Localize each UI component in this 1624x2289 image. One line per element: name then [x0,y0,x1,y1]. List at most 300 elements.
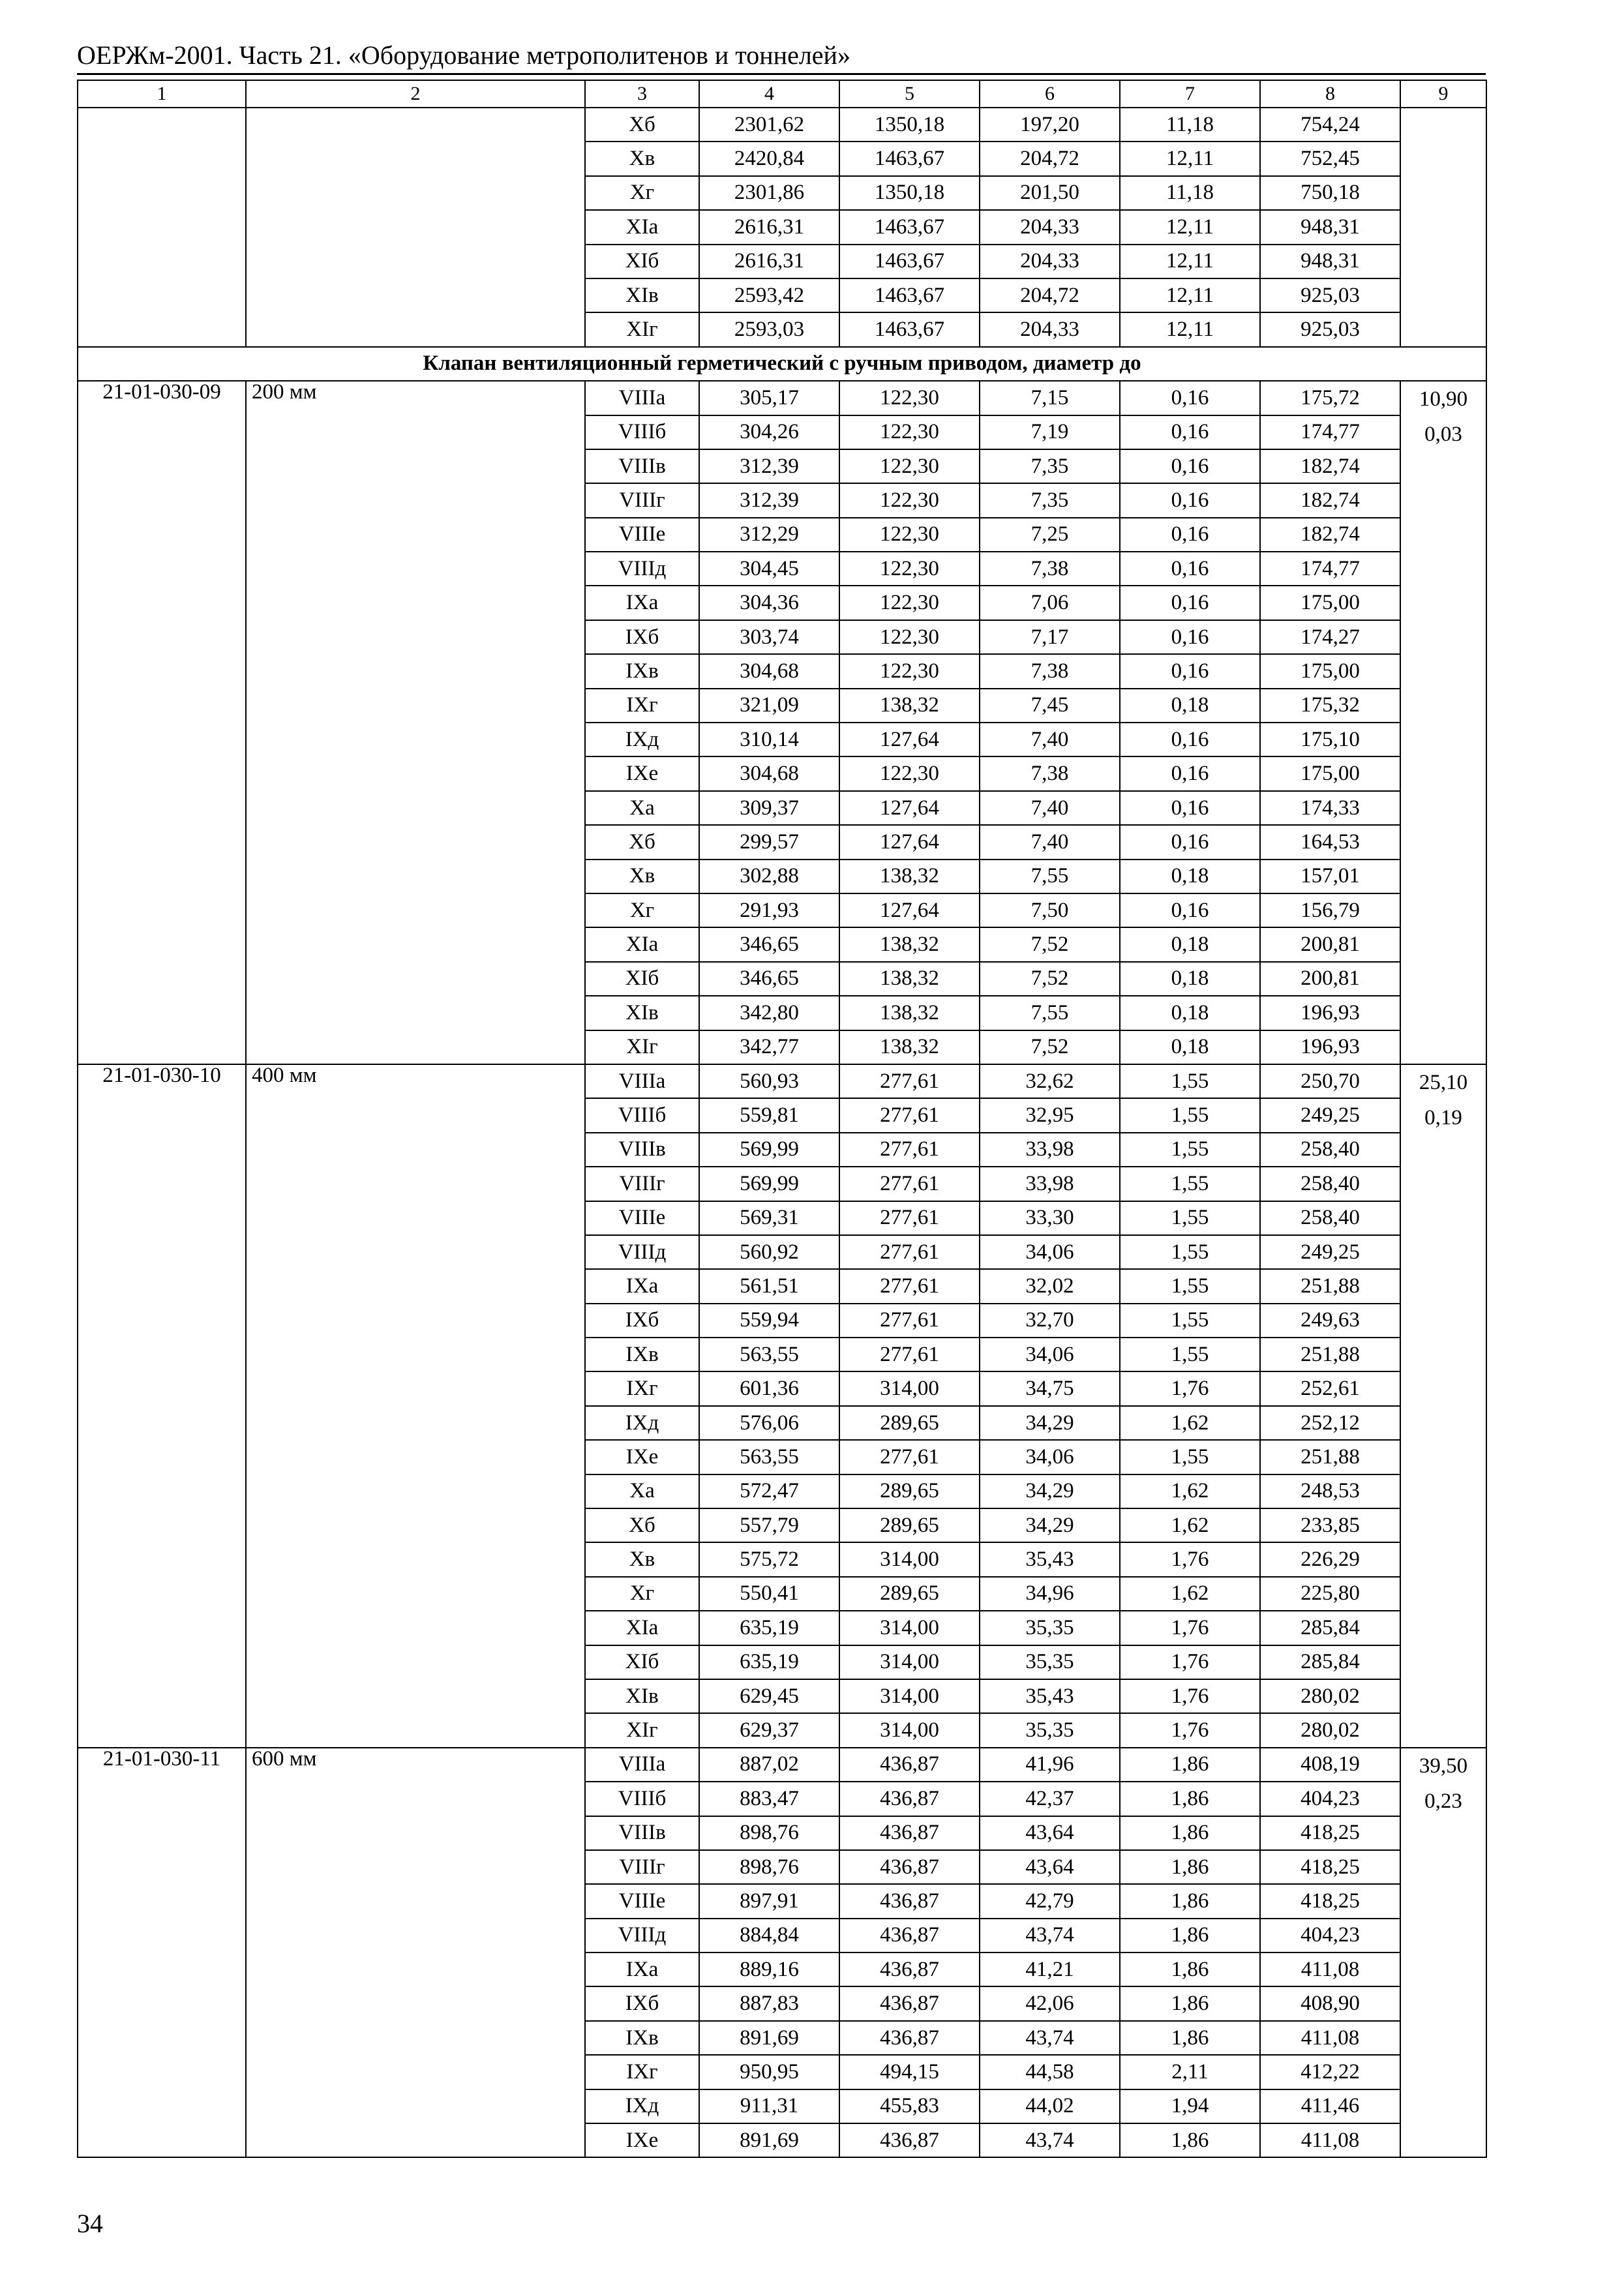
value-cell: 2616,31 [699,245,839,278]
value-cell: 314,00 [839,1542,980,1576]
value-cell: 182,74 [1260,449,1400,483]
value-cell: 12,11 [1120,278,1260,312]
value-cell: 43,74 [980,1919,1120,1952]
value-cell: 436,87 [839,1952,980,1986]
value-cell: 550,41 [699,1577,839,1611]
value-cell: 7,40 [980,825,1120,859]
value-cell: 258,40 [1260,1201,1400,1235]
value-cell: 342,77 [699,1030,839,1064]
zone-cell: VIIIе [585,1884,699,1918]
value-cell: 309,37 [699,791,839,825]
value-cell: 302,88 [699,860,839,893]
value-cell: 7,38 [980,552,1120,586]
value-cell: 122,30 [839,552,980,586]
value-cell: 884,84 [699,1919,839,1952]
value-cell: 42,37 [980,1782,1120,1816]
value-cell: 346,65 [699,962,839,996]
zone-cell: IХб [585,1304,699,1338]
value-cell: 204,72 [980,278,1120,312]
value-cell: 883,47 [699,1782,839,1816]
value-cell: 305,17 [699,381,839,415]
value-cell: 127,64 [839,791,980,825]
zone-cell: VIIIа [585,381,699,415]
value-cell: 277,61 [839,1167,980,1201]
value-cell: 122,30 [839,586,980,620]
value-cell: 138,32 [839,962,980,996]
zone-cell: IХв [585,654,699,688]
value-cell: 321,09 [699,689,839,723]
zone-cell: IХе [585,2123,699,2157]
zone-cell: VIIIд [585,1235,699,1269]
zone-cell: IХд [585,2089,699,2123]
value-cell: 0,16 [1120,381,1260,415]
value-cell: 1,55 [1120,1064,1260,1098]
value-cell: 277,61 [839,1098,980,1132]
value-cell: 1,55 [1120,1201,1260,1235]
value-cell: 404,23 [1260,1782,1400,1816]
value-cell: 175,32 [1260,689,1400,723]
value-cell: 251,88 [1260,1269,1400,1303]
value-cell: 0,18 [1120,860,1260,893]
value-cell: 752,45 [1260,142,1400,175]
zone-cell: ХIв [585,278,699,312]
value-cell: 127,64 [839,893,980,927]
value-cell: 2420,84 [699,142,839,175]
value-cell: 175,00 [1260,586,1400,620]
value-cell: 1,94 [1120,2089,1260,2123]
value-cell: 35,43 [980,1679,1120,1713]
value-cell: 411,46 [1260,2089,1400,2123]
value-cell: 0,18 [1120,996,1260,1030]
value-cell: 196,93 [1260,996,1400,1030]
value-cell: 436,87 [839,1986,980,2020]
value-cell: 7,35 [980,449,1120,483]
column-number: 5 [839,80,980,108]
item-extra [1400,1748,1486,2158]
value-cell: 122,30 [839,620,980,654]
value-cell: 418,25 [1260,1816,1400,1850]
value-cell: 277,61 [839,1133,980,1167]
value-cell: 2,11 [1120,2055,1260,2089]
value-cell: 898,76 [699,1816,839,1850]
table-row [78,381,1486,415]
value-cell: 411,08 [1260,2021,1400,2055]
value-cell: 249,63 [1260,1304,1400,1338]
value-cell: 1,76 [1120,1713,1260,1747]
value-cell: 635,19 [699,1645,839,1679]
price-table [77,80,1487,2158]
column-number: 8 [1260,80,1400,108]
value-cell: 7,35 [980,483,1120,517]
value-cell: 1,55 [1120,1269,1260,1303]
value-cell: 1,55 [1120,1440,1260,1474]
value-cell: 1,62 [1120,1474,1260,1508]
value-cell: 1463,67 [839,278,980,312]
value-cell: 122,30 [839,415,980,449]
value-cell: 127,64 [839,723,980,756]
value-cell: 200,81 [1260,962,1400,996]
value-cell: 1,62 [1120,1508,1260,1542]
name-cell [246,108,585,347]
value-cell: 948,31 [1260,210,1400,244]
value-cell: 1,55 [1120,1098,1260,1132]
zone-cell: ХIв [585,1679,699,1713]
value-cell: 277,61 [839,1338,980,1371]
value-cell: 750,18 [1260,176,1400,210]
value-cell: 42,79 [980,1884,1120,1918]
value-cell: 2616,31 [699,210,839,244]
value-cell: 182,74 [1260,518,1400,552]
item-name: 200 мм [246,381,585,1064]
value-cell: 299,57 [699,825,839,859]
zone-cell: Хв [585,142,699,175]
value-cell: 1,62 [1120,1406,1260,1440]
value-cell: 572,47 [699,1474,839,1508]
table-row [78,1064,1486,1098]
zone-cell: IХа [585,1952,699,1986]
value-cell: 404,23 [1260,1919,1400,1952]
value-cell: 204,33 [980,210,1120,244]
column-number: 6 [980,80,1120,108]
value-cell: 0,18 [1120,962,1260,996]
value-cell: 629,37 [699,1713,839,1747]
zone-cell: IХб [585,620,699,654]
value-cell: 436,87 [839,1919,980,1952]
value-cell: 0,16 [1120,552,1260,586]
value-cell: 174,77 [1260,552,1400,586]
value-cell: 1,86 [1120,1884,1260,1918]
value-cell: 7,19 [980,415,1120,449]
zone-cell: IХв [585,1338,699,1371]
value-cell: 233,85 [1260,1508,1400,1542]
value-cell: 7,38 [980,756,1120,790]
value-cell: 436,87 [839,2123,980,2157]
zone-cell: VIIIв [585,449,699,483]
value-cell: 7,55 [980,996,1120,1030]
value-cell: 157,01 [1260,860,1400,893]
value-cell: 1,86 [1120,1748,1260,1782]
value-cell: 12,11 [1120,210,1260,244]
value-cell: 33,98 [980,1167,1120,1201]
value-cell: 204,33 [980,245,1120,278]
value-cell: 249,25 [1260,1098,1400,1132]
value-cell: 2593,03 [699,312,839,346]
zone-cell: IХе [585,756,699,790]
zone-cell: VIIIа [585,1064,699,1098]
value-cell: 312,29 [699,518,839,552]
value-cell: 43,74 [980,2021,1120,2055]
value-cell: 314,00 [839,1371,980,1405]
value-cell: 12,11 [1120,312,1260,346]
value-cell: 557,79 [699,1508,839,1542]
value-cell: 42,06 [980,1986,1120,2020]
value-cell: 277,61 [839,1269,980,1303]
value-cell: 312,39 [699,449,839,483]
value-cell: 897,91 [699,1884,839,1918]
value-cell: 1463,67 [839,210,980,244]
value-cell: 7,40 [980,723,1120,756]
zone-cell: VIIIа [585,1748,699,1782]
document-title: ОЕРЖм-2001. Часть 21. «Оборудование метрополитенов и тоннелей» [77,40,850,70]
title-underline [77,73,1486,75]
value-cell: 249,25 [1260,1235,1400,1269]
zone-cell: Хб [585,108,699,142]
value-cell: 560,93 [699,1064,839,1098]
value-cell: 342,80 [699,996,839,1030]
value-cell: 412,22 [1260,2055,1400,2089]
value-cell: 1,86 [1120,1986,1260,2020]
value-cell: 7,17 [980,620,1120,654]
value-cell: 34,06 [980,1235,1120,1269]
value-cell: 911,31 [699,2089,839,2123]
value-cell: 44,02 [980,2089,1120,2123]
value-cell: 32,70 [980,1304,1120,1338]
value-cell: 1,55 [1120,1167,1260,1201]
value-cell: 12,11 [1120,245,1260,278]
value-cell: 11,18 [1120,108,1260,142]
value-cell: 304,36 [699,586,839,620]
value-cell: 898,76 [699,1850,839,1884]
value-cell: 291,93 [699,893,839,927]
item-extra [1400,381,1486,1064]
value-cell: 304,68 [699,756,839,790]
value-cell: 35,35 [980,1611,1120,1645]
value-cell: 563,55 [699,1440,839,1474]
zone-cell: VIIIе [585,1201,699,1235]
value-cell: 1,76 [1120,1679,1260,1713]
value-cell: 1,76 [1120,1645,1260,1679]
value-cell: 635,19 [699,1611,839,1645]
value-cell: 204,72 [980,142,1120,175]
value-cell: 0,16 [1120,483,1260,517]
zone-cell: VIIIд [585,1919,699,1952]
value-cell: 138,32 [839,1030,980,1064]
column-number: 9 [1400,80,1486,108]
value-cell: 754,24 [1260,108,1400,142]
value-cell: 34,29 [980,1508,1120,1542]
value-cell: 1,55 [1120,1338,1260,1371]
value-cell: 225,80 [1260,1577,1400,1611]
zone-cell: VIIIб [585,1782,699,1816]
zone-cell: ХIб [585,962,699,996]
value-cell: 251,88 [1260,1338,1400,1371]
value-cell: 1350,18 [839,108,980,142]
value-cell: 314,00 [839,1679,980,1713]
value-cell: 950,95 [699,2055,839,2089]
value-cell: 277,61 [839,1235,980,1269]
value-cell: 0,16 [1120,415,1260,449]
value-cell: 0,16 [1120,791,1260,825]
zone-cell: Ха [585,1474,699,1508]
extra-cell [1400,108,1486,347]
value-cell: 32,62 [980,1064,1120,1098]
zone-cell: VIIIг [585,1850,699,1884]
value-cell: 629,45 [699,1679,839,1713]
value-cell: 436,87 [839,1884,980,1918]
zone-cell: Хг [585,176,699,210]
value-cell: 1,86 [1120,1919,1260,1952]
value-cell: 122,30 [839,381,980,415]
value-cell: 258,40 [1260,1167,1400,1201]
value-cell: 175,72 [1260,381,1400,415]
value-cell: 559,81 [699,1098,839,1132]
value-cell: 1463,67 [839,245,980,278]
value-cell: 138,32 [839,689,980,723]
value-cell: 34,29 [980,1474,1120,1508]
value-cell: 7,38 [980,654,1120,688]
zone-cell: IХе [585,1440,699,1474]
value-cell: 569,31 [699,1201,839,1235]
value-cell: 34,96 [980,1577,1120,1611]
zone-cell: IХд [585,723,699,756]
value-cell: 1,62 [1120,1577,1260,1611]
zone-cell: ХIг [585,1713,699,1747]
column-number: 4 [699,80,839,108]
value-cell: 138,32 [839,996,980,1030]
value-cell: 346,65 [699,927,839,961]
value-cell: 0,16 [1120,825,1260,859]
value-cell: 34,75 [980,1371,1120,1405]
value-cell: 12,11 [1120,142,1260,175]
value-cell: 251,88 [1260,1440,1400,1474]
value-cell: 35,35 [980,1645,1120,1679]
value-cell: 7,55 [980,860,1120,893]
value-cell: 455,83 [839,2089,980,2123]
value-cell: 569,99 [699,1133,839,1167]
value-cell: 289,65 [839,1577,980,1611]
value-cell: 303,74 [699,620,839,654]
value-cell: 559,94 [699,1304,839,1338]
value-cell: 1,86 [1120,1816,1260,1850]
value-cell: 252,12 [1260,1406,1400,1440]
value-cell: 436,87 [839,1850,980,1884]
value-cell: 576,06 [699,1406,839,1440]
value-cell: 1,76 [1120,1542,1260,1576]
value-cell: 197,20 [980,108,1120,142]
zone-cell: VIIIг [585,483,699,517]
value-cell: 289,65 [839,1474,980,1508]
value-cell: 0,16 [1120,449,1260,483]
zone-cell: Хб [585,825,699,859]
value-cell: 1,76 [1120,1371,1260,1405]
value-cell: 0,16 [1120,586,1260,620]
value-cell: 7,50 [980,893,1120,927]
value-cell: 1,55 [1120,1304,1260,1338]
value-cell: 0,16 [1120,620,1260,654]
value-cell: 248,53 [1260,1474,1400,1508]
column-number: 1 [78,80,246,108]
value-cell: 174,77 [1260,415,1400,449]
value-cell: 11,18 [1120,176,1260,210]
column-number: 3 [585,80,699,108]
value-cell: 436,87 [839,1816,980,1850]
value-cell: 0,16 [1120,654,1260,688]
value-cell: 312,39 [699,483,839,517]
value-cell: 1463,67 [839,142,980,175]
value-cell: 7,52 [980,962,1120,996]
zone-cell: Хв [585,1542,699,1576]
value-cell: 122,30 [839,654,980,688]
value-cell: 41,21 [980,1952,1120,1986]
value-cell: 1,86 [1120,2021,1260,2055]
value-cell: 175,00 [1260,756,1400,790]
zone-cell: VIIIв [585,1816,699,1850]
value-cell: 310,14 [699,723,839,756]
value-cell: 7,52 [980,927,1120,961]
zone-cell: VIIIд [585,552,699,586]
value-cell: 289,65 [839,1406,980,1440]
value-cell: 891,69 [699,2021,839,2055]
value-cell: 925,03 [1260,278,1400,312]
zone-cell: VIIIг [585,1167,699,1201]
value-cell: 7,15 [980,381,1120,415]
code-cell [78,108,246,347]
value-cell: 43,64 [980,1850,1120,1884]
value-cell: 408,90 [1260,1986,1400,2020]
value-cell: 280,02 [1260,1713,1400,1747]
item-extra-value: 10,90 [1419,387,1468,411]
value-cell: 175,00 [1260,654,1400,688]
value-cell: 0,16 [1120,723,1260,756]
value-cell: 314,00 [839,1645,980,1679]
value-cell: 563,55 [699,1338,839,1371]
value-cell: 252,61 [1260,1371,1400,1405]
item-code: 21-01-030-09 [78,381,246,1064]
value-cell: 200,81 [1260,927,1400,961]
zone-cell: IХв [585,2021,699,2055]
value-cell: 7,40 [980,791,1120,825]
value-cell: 0,16 [1120,518,1260,552]
item-extra-value: 0,19 [1424,1105,1462,1130]
value-cell: 35,35 [980,1713,1120,1747]
value-cell: 0,16 [1120,756,1260,790]
value-cell: 1463,67 [839,312,980,346]
value-cell: 156,79 [1260,893,1400,927]
item-code: 21-01-030-10 [78,1064,246,1748]
value-cell: 182,74 [1260,483,1400,517]
item-name: 400 мм [246,1064,585,1748]
zone-cell: ХIа [585,1611,699,1645]
value-cell: 569,99 [699,1167,839,1201]
zone-cell: Ха [585,791,699,825]
value-cell: 7,06 [980,586,1120,620]
value-cell: 34,06 [980,1440,1120,1474]
zone-cell: IХд [585,1406,699,1440]
zone-cell: VIIIб [585,415,699,449]
value-cell: 32,02 [980,1269,1120,1303]
value-cell: 0,18 [1120,927,1260,961]
zone-cell: ХIв [585,996,699,1030]
value-cell: 34,06 [980,1338,1120,1371]
zone-cell: ХIа [585,927,699,961]
value-cell: 122,30 [839,518,980,552]
value-cell: 32,95 [980,1098,1120,1132]
value-cell: 304,68 [699,654,839,688]
value-cell: 33,30 [980,1201,1120,1235]
zone-cell: ХIб [585,245,699,278]
item-extra-value: 25,10 [1419,1070,1468,1094]
value-cell: 575,72 [699,1542,839,1576]
value-cell: 601,36 [699,1371,839,1405]
value-cell: 889,16 [699,1952,839,1986]
value-cell: 35,43 [980,1542,1120,1576]
zone-cell: ХIа [585,210,699,244]
value-cell: 0,18 [1120,689,1260,723]
value-cell: 43,64 [980,1816,1120,1850]
zone-cell: Хв [585,860,699,893]
table-row [78,108,1486,142]
item-code: 21-01-030-11 [78,1748,246,2158]
